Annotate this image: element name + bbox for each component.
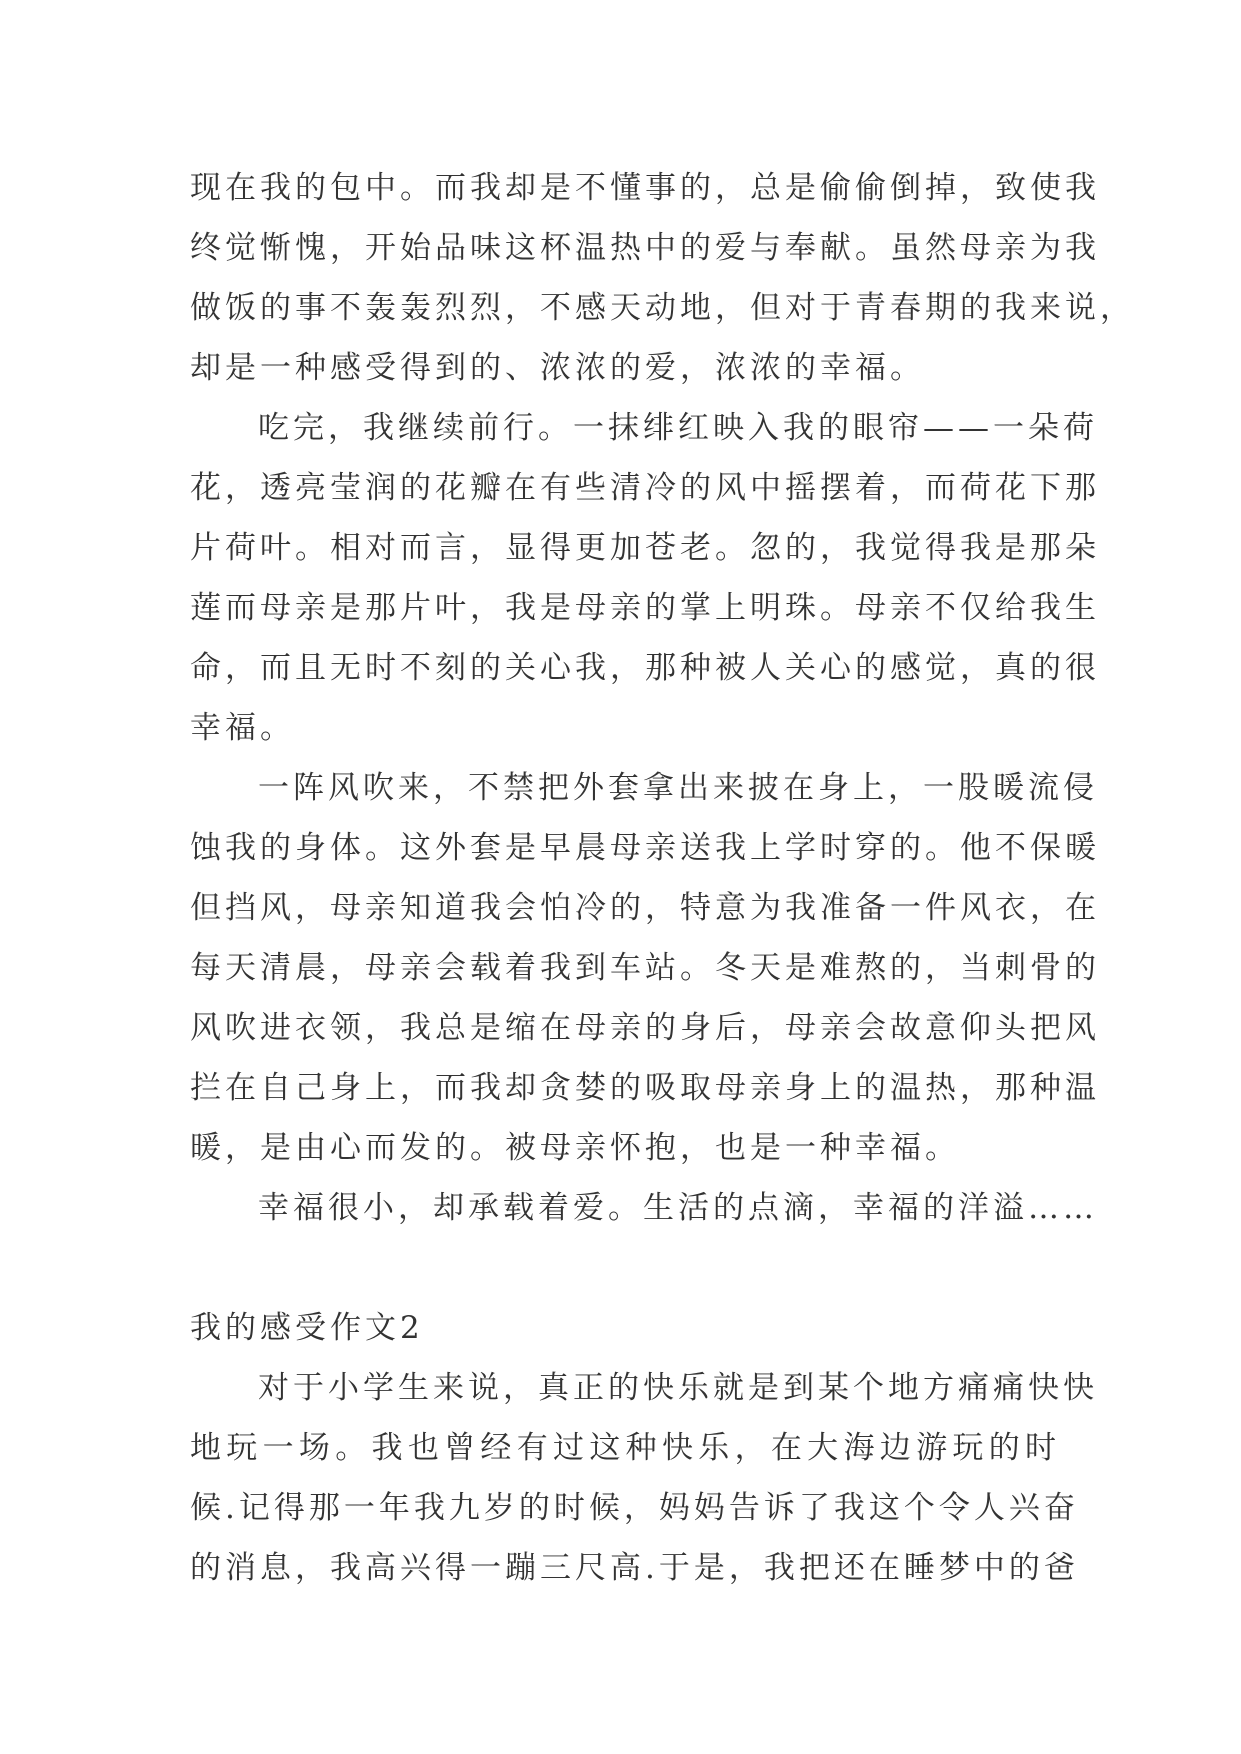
text-line: 莲而母亲是那片叶，我是母亲的掌上明珠。母亲不仅给我生 (190, 590, 1100, 626)
text-line: 命，而且无时不刻的关心我，那种被人关心的感觉，真的很 (190, 650, 1100, 686)
text-line: 终觉惭愧，开始品味这杯温热中的爱与奉献。虽然母亲为我 (190, 230, 1100, 266)
paragraph-spacer (190, 1238, 1060, 1298)
text-line: 拦在自己身上，而我却贪婪的吸取母亲身上的温热，那种温 (190, 1070, 1100, 1106)
text-line: 却是一种感受得到的、浓浓的爱，浓浓的幸福。 (190, 350, 925, 386)
text-line: 每天清晨，母亲会载着我到车站。冬天是难熬的，当刺骨的 (190, 950, 1100, 986)
text-line: 现在我的包中。而我却是不懂事的，总是偷偷倒掉，致使我 (190, 170, 1100, 206)
text-line: 片荷叶。相对而言，显得更加苍老。忽的，我觉得我是那朵 (190, 530, 1100, 566)
text-line: 的消息，我高兴得一蹦三尺高.于是，我把还在睡梦中的爸 (190, 1550, 1079, 1586)
text-line: 风吹进衣领，我总是缩在母亲的身后，母亲会故意仰头把风 (190, 1010, 1100, 1046)
text-line: 地玩一场。我也曾经有过这种快乐，在大海边游玩的时 (190, 1430, 1060, 1466)
text-line: 幸福。 (190, 710, 295, 746)
text-line: 候.记得那一年我九岁的时候，妈妈告诉了我这个令人兴奋 (190, 1490, 1079, 1526)
text-line: 蚀我的身体。这外套是早晨母亲送我上学时穿的。他不保暖 (190, 830, 1100, 866)
text-line: 一阵风吹来，不禁把外套拿出来披在身上，一股暖流侵 (258, 770, 1098, 806)
document-page (190, 158, 1135, 1598)
text-line: 幸福很小，却承载着爱。生活的点滴，幸福的洋溢…… (258, 1190, 1098, 1226)
section-heading: 我的感受作文2 (190, 1310, 424, 1346)
text-line: 做饭的事不轰轰烈烈，不感天动地，但对于青春期的我来说， (190, 290, 1135, 326)
text-line: 对于小学生来说，真正的快乐就是到某个地方痛痛快快 (258, 1370, 1098, 1406)
text-line: 吃完，我继续前行。一抹绯红映入我的眼帘——一朵荷 (258, 410, 1098, 446)
text-line: 暖，是由心而发的。被母亲怀抱，也是一种幸福。 (190, 1130, 960, 1166)
text-line: 花，透亮莹润的花瓣在有些清冷的风中摇摆着，而荷花下那 (190, 470, 1100, 506)
text-line: 但挡风，母亲知道我会怕冷的，特意为我准备一件风衣，在 (190, 890, 1100, 926)
